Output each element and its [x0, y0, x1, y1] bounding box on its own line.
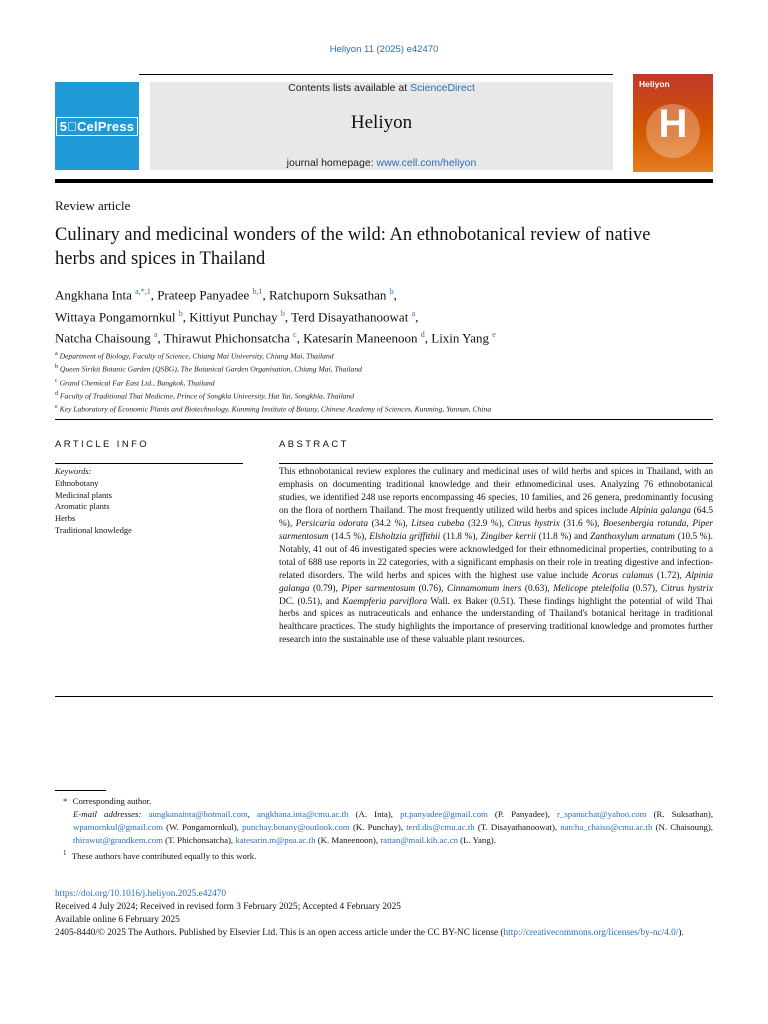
article-type: Review article [55, 198, 131, 213]
corresponding-note [55, 795, 713, 808]
email-owner: (W. Pongamornkul), [162, 821, 243, 832]
affiliation-key: e [55, 404, 58, 411]
email-link[interactable]: angkhana.inta@cmu.ac.th [257, 808, 349, 819]
keyword-list [55, 478, 255, 537]
equal-mark: 1 [63, 848, 67, 857]
abstract-segment: Wall. ex Baker (0.51). These findings highlight the potential of wild Thai herbs and spices as nutraceuticals and enhance the understanding of Thailand's botanical heritage in traditional healthcare practices. The study highlights the importance of preserving traditional knowledge and promotes further research into the sustainable use of these valuable plant resources. [279, 596, 713, 646]
affiliation-text: Faculty of Traditional Thai Medicine, Prince of Songkla University, Hat Yai, Songkhla, Thailand [59, 391, 355, 401]
equal-contribution-note [55, 847, 713, 863]
abstract-segment: (0.79), [309, 583, 342, 594]
author-affiliation-mark[interactable]: a,*,1 [135, 287, 151, 296]
license-text [55, 927, 713, 940]
abstract-segment: (34.2 %), [368, 518, 412, 529]
section-rule-bottom [55, 696, 713, 697]
email-owner: (N. Chaisoung), [652, 821, 713, 832]
author-separator: , [150, 287, 158, 303]
author-separator: , [182, 308, 190, 324]
license-end: ). [678, 927, 684, 938]
abstract-text [279, 466, 713, 647]
author-affiliation-mark[interactable]: b,1 [252, 287, 263, 296]
keywords-label: Keywords: [55, 466, 92, 476]
cover-letter: H [658, 102, 688, 146]
email-owner: (K. Punchay), [349, 821, 407, 832]
email-link[interactable]: terd.dis@cmu.ac.th [406, 821, 475, 832]
author-affiliation-mark[interactable]: b [178, 308, 183, 318]
footnote-rule [55, 790, 106, 791]
received-dates: Received 4 July 2024; Received in revised form 3 February 2025; Accepted 4 February 2025 [55, 901, 401, 912]
contents-line [150, 82, 613, 94]
header-bottom-rule [55, 179, 713, 183]
affiliation-key: c [55, 377, 58, 384]
affiliation-text: Key Laboratory of Economic Plants and Biotechnology, Kunming Institute of Botany, Chinese Academy of Sciences, Kunming, Yunnan, China [59, 404, 492, 414]
abstract-segment: (31.6 %), [559, 518, 603, 529]
email-link[interactable]: wpamornkul@gmail.com [73, 821, 163, 832]
abstract-species-name: Persicaria odorata [295, 518, 368, 529]
email-owner: (T. Disayathanoowat), [474, 821, 561, 832]
email-link[interactable]: natcha_chaiso@cmu.ac.th [560, 821, 653, 832]
header-top-rule [139, 74, 613, 75]
author-affiliation-mark[interactable]: b [389, 287, 394, 296]
author-name[interactable]: Lixin Yang [431, 330, 490, 346]
author-separator: , [415, 308, 419, 324]
abstract-segment: (64.5 %), [279, 505, 713, 529]
email-link[interactable]: rattan@mail.kib.ac.cn [380, 834, 458, 845]
affiliation [55, 376, 715, 389]
affiliation-key: a [55, 351, 58, 357]
email-owner: (K. Maneenoon), [315, 834, 381, 845]
license-statement: 2405-8440/© 2025 The Authors. Published by Elsevier Ltd. This is an open access article under the CC BY-NC license ( [55, 927, 504, 938]
cover-title: Heliyon [639, 79, 670, 89]
journal-citation[interactable]: Heliyon 11 (2025) e42470 [329, 44, 439, 55]
author-name[interactable]: Katesarin Maneenoon [303, 330, 418, 346]
affiliation [55, 389, 715, 402]
abstract-segment: (32.9 %), [464, 518, 508, 529]
contents-prefix: Contents lists available at [288, 82, 411, 94]
cellpress-logo[interactable] [55, 82, 139, 170]
online-date: Available online 6 February 2025 [55, 914, 180, 925]
email-link[interactable]: r_spanuchat@yahoo.com [557, 808, 647, 819]
email-owner: (L. Yang). [457, 834, 496, 845]
affiliation-text: Grand Chemical Far East Ltd., Bangkok, Thailand [59, 378, 215, 388]
abstract-segment: (11.8 %) and [535, 531, 591, 542]
abstract-segment: (11.8 %), [440, 531, 481, 542]
email-addresses [55, 808, 713, 847]
section-rule-top [55, 419, 713, 420]
author-separator: , [284, 308, 292, 324]
email-owner: , [247, 808, 258, 819]
email-owner: (T. Phichonsatcha), [162, 834, 236, 845]
article-title: Culinary and medicinal wonders of the wild: An ethnobotanical review of native herbs and spices in Thailand [55, 225, 651, 269]
article-info-heading: ARTICLE INFO [55, 439, 150, 450]
email-link[interactable]: katesarin.m@psu.ac.th [235, 834, 316, 845]
article-info-rule [55, 463, 243, 464]
author-name[interactable]: Kittiyut Punchay [189, 308, 278, 324]
keyword-item[interactable]: Medicinal plants [55, 489, 112, 500]
keyword-item[interactable]: Aromatic plants [55, 501, 110, 512]
affiliation [55, 349, 715, 362]
abstract-species-name: Elsholtzia griffithii [369, 531, 441, 542]
keyword-item[interactable]: Herbs [55, 513, 76, 524]
corresponding-mark: * [63, 796, 68, 806]
author-name[interactable]: Angkhana Inta [55, 287, 132, 303]
author-name[interactable]: Thirawut Phichonsatcha [163, 330, 290, 346]
abstract-species-name: Litsea cubeba [411, 518, 465, 529]
author-affiliation-mark[interactable]: c [293, 330, 297, 340]
author-separator: , [296, 330, 304, 346]
author-separator: , [424, 330, 432, 346]
license-link[interactable]: http://creativecommons.org/licenses/by-nc/4.0/ [503, 927, 679, 938]
journal-name: Heliyon [350, 112, 413, 133]
abstract-species-name: Melicope pteleifolia [553, 583, 630, 594]
doi-link[interactable]: https://doi.org/10.1016/j.heliyon.2025.e42470 [55, 889, 227, 899]
equal-text: These authors have contributed equally to this work. [71, 850, 257, 861]
email-link[interactable]: thirawut@grandkem.com [73, 834, 163, 845]
affiliation-text: Department of Biology, Faculty of Science, Chiang Mai University, Chiang Mai, Thailand [59, 351, 334, 361]
abstract-species-name: Acorus calamus [592, 570, 654, 581]
abstract-species-name: Alpinia galanga [279, 570, 714, 594]
journal-homepage-line [150, 157, 613, 169]
author-name[interactable]: Ratchuporn Suksathan [269, 287, 387, 303]
abstract-segment: (0.76), [415, 583, 448, 594]
affiliation-list [55, 349, 715, 416]
cellpress-logo-text: 5⃝CelPress [56, 117, 138, 136]
author-name[interactable]: Terd Disayathanoowat [291, 308, 409, 324]
abstract-segment: (0.57), [629, 583, 661, 594]
affiliation-key: d [55, 390, 58, 397]
keyword-item[interactable]: Ethnobotany [55, 477, 99, 488]
affiliation [55, 402, 715, 415]
corresponding-text: Corresponding author. [72, 796, 152, 806]
sciencedirect-link[interactable]: ScienceDirect [410, 82, 475, 94]
author-affiliation-mark[interactable]: a [411, 308, 416, 318]
email-owner: (P. Panyadee), [487, 808, 558, 819]
affiliation-key: b [55, 364, 58, 371]
homepage-link[interactable]: www.cell.com/heliyon [376, 157, 477, 169]
author-separator: , [157, 330, 164, 346]
keyword-item[interactable]: Traditional knowledge [55, 524, 132, 535]
abstract-segment: (14.5 %), [328, 531, 370, 542]
email-label: E-mail addresses: [73, 808, 142, 819]
author-affiliation-mark[interactable]: b [280, 308, 285, 318]
abstract-segment: (10.5 %). Notably, 41 out of 46 investigated species were acknowledged for their ethnomedicinal properties, contributing to a total of 688 use reports in 22 categories, with a significant emphasis on their role in treating digestive and infection-related disorders. The wild herbs and spices with the highest use value include [279, 531, 713, 581]
email-link[interactable]: punchay.botany@outlook.com [242, 821, 350, 832]
author-separator: , [262, 287, 269, 303]
journal-cover-image[interactable] [633, 74, 713, 172]
abstract-species-name: Citrus hystrix [660, 583, 714, 594]
abstract-segment: (0.63), [521, 583, 554, 594]
author-name[interactable]: Natcha Chaisoung [55, 330, 151, 346]
email-owner: (R. Suksathan), [646, 808, 714, 819]
abstract-rule [279, 463, 713, 464]
affiliation-text: Queen Sirikit Botanic Garden (QSBG), The Botanical Garden Organisation, Chiang Mai, Thailand [59, 364, 362, 374]
abstract-species-name: Boesenbergia rotunda, Piper sarmentosum [279, 518, 713, 542]
author-separator: , [393, 287, 397, 303]
abstract-species-name: Alpinia galanga [630, 505, 691, 516]
abstract-species-name: Zingiber kerrii [480, 531, 536, 542]
author-affiliation-mark[interactable]: a [153, 330, 158, 340]
email-link[interactable]: aungkanainta@hotmail.com [148, 808, 248, 819]
author-name[interactable]: Wittaya Pongamornkul [55, 308, 176, 324]
abstract-segment: DC. (0.51), and [279, 596, 343, 607]
email-owner: (A. Inta), [348, 808, 401, 819]
footnotes [55, 795, 713, 862]
abstract-species-name: Kaempferia parviflora [342, 596, 428, 607]
keywords-block [55, 466, 255, 537]
publication-info [55, 888, 713, 940]
author-list [55, 283, 715, 348]
abstract-segment: (1.72), [653, 570, 686, 581]
abstract-species-name: Cinnamomum iners [447, 583, 522, 594]
abstract-heading: ABSTRACT [279, 439, 349, 450]
abstract-species-name: Zanthoxylum armatum [590, 531, 675, 542]
homepage-prefix: journal homepage: [286, 157, 377, 169]
author-name[interactable]: Prateep Panyadee [157, 287, 250, 303]
affiliation [55, 362, 715, 375]
abstract-species-name: Piper sarmentosum [341, 583, 416, 594]
email-link[interactable]: pt.panyadee@gmail.com [400, 808, 488, 819]
author-affiliation-mark[interactable]: d [420, 330, 425, 340]
author-affiliation-mark[interactable]: e [492, 330, 496, 340]
abstract-segment: This ethnobotanical review explores the culinary and medicinal uses of wild herbs and spices in Thailand, with an emphasis on documenting traditional knowledge and their ethnomedicinal uses. Analyzing 76 ethnobotanical studies, we identified 248 use reports encompassing 46 species, 10 families, and 26 genera, predominantly focusing on the flora of northern Thailand. The most frequently utilized wild herbs and spices include [279, 467, 713, 516]
abstract-species-name: Citrus hystrix [507, 518, 560, 529]
